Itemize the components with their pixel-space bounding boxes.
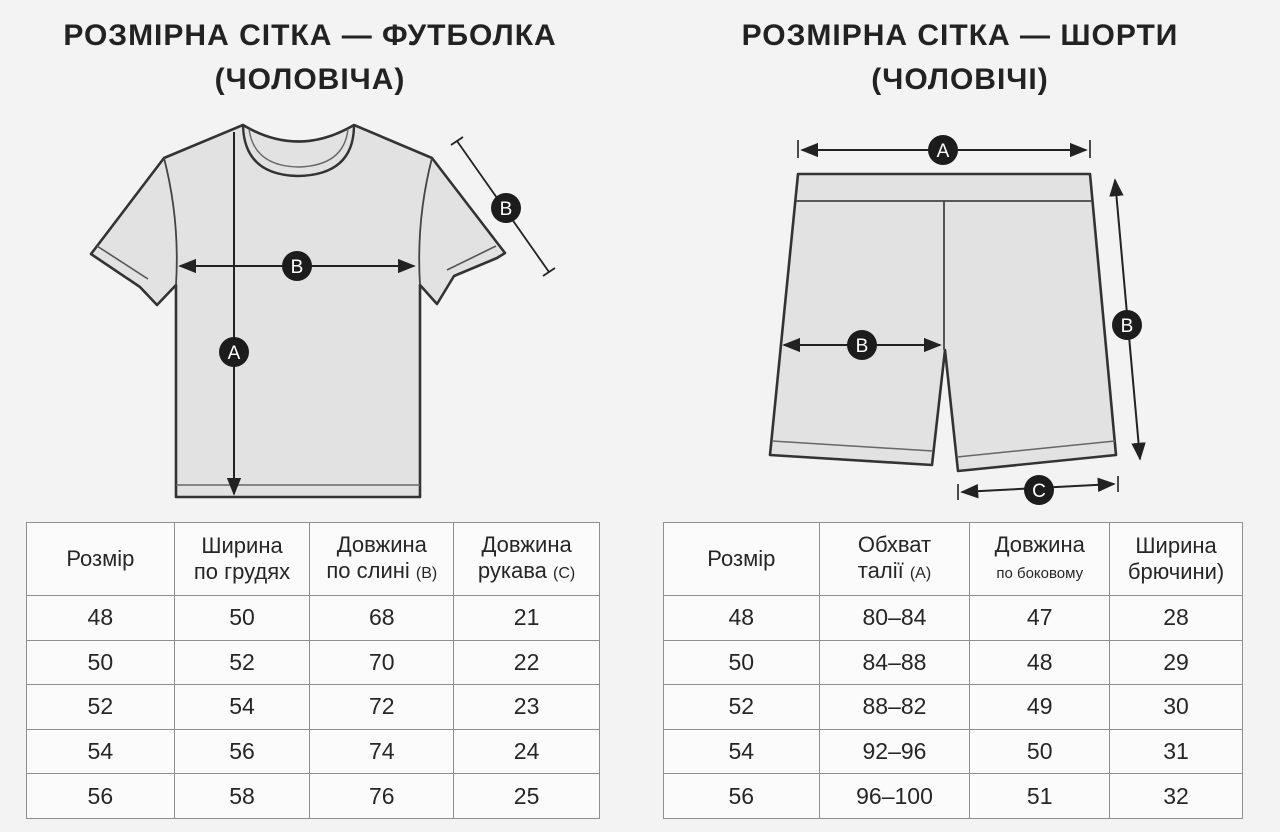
table-cell: 47 — [970, 596, 1110, 641]
shorts-illustration — [770, 135, 1142, 505]
tshirt-marker-length — [219, 337, 249, 367]
table-cell: 30 — [1110, 685, 1243, 730]
svg-text:C: C — [1032, 481, 1046, 502]
table-cell: 80–84 — [819, 596, 970, 641]
shorts-title-line1: РОЗМІРНА СІТКА — ШОРТИ — [741, 19, 1179, 52]
shorts-size-table — [663, 522, 1243, 819]
table-cell: 56 — [27, 774, 175, 819]
shorts-body — [770, 174, 1116, 471]
header-sleeve: Довжина рукава (C) — [454, 523, 600, 596]
table-row — [27, 596, 600, 641]
table-cell: 50 — [664, 640, 820, 685]
table-cell: 32 — [1110, 774, 1243, 819]
svg-text:B: B — [1120, 316, 1134, 337]
table-cell: 88–82 — [819, 685, 970, 730]
table-cell: 48 — [27, 596, 175, 641]
table-cell: 23 — [454, 685, 600, 730]
table-header-row — [27, 523, 600, 596]
table-cell: 84–88 — [819, 640, 970, 685]
shorts-marker-length — [1112, 310, 1142, 340]
table-cell: 56 — [664, 774, 820, 819]
table-row — [664, 774, 1243, 819]
table-cell: 70 — [310, 640, 454, 685]
table-row — [664, 640, 1243, 685]
table-cell: 51 — [970, 774, 1110, 819]
shorts-marker-hem — [1024, 475, 1054, 505]
svg-text:A: A — [227, 343, 241, 364]
svg-text:B: B — [290, 257, 304, 278]
table-row — [664, 729, 1243, 774]
table-cell: 58 — [174, 774, 310, 819]
table-cell: 25 — [454, 774, 600, 819]
table-cell: 52 — [664, 685, 820, 730]
table-cell: 29 — [1110, 640, 1243, 685]
header-chest: Ширина по грудях — [174, 523, 310, 596]
header-waist: Обхват талії (A) — [819, 523, 970, 596]
header-side-length: Довжина по боковому — [970, 523, 1110, 596]
table-cell: 22 — [454, 640, 600, 685]
table-cell: 50 — [970, 729, 1110, 774]
tshirt-illustration — [91, 125, 555, 497]
table-cell: 76 — [310, 774, 454, 819]
table-row — [664, 685, 1243, 730]
header-leg-width: Ширина брючини) — [1110, 523, 1243, 596]
svg-text:A: A — [936, 141, 950, 162]
header-size: Розмір — [664, 523, 820, 596]
svg-text:B: B — [499, 199, 513, 220]
table-cell: 54 — [664, 729, 820, 774]
table-header-row — [664, 523, 1243, 596]
table-cell: 68 — [310, 596, 454, 641]
tshirt-marker-chest — [282, 251, 312, 281]
table-cell: 74 — [310, 729, 454, 774]
table-cell: 52 — [174, 640, 310, 685]
table-cell: 54 — [174, 685, 310, 730]
tshirt-marker-sleeve — [491, 193, 521, 223]
table-cell: 72 — [310, 685, 454, 730]
table-cell: 56 — [174, 729, 310, 774]
table-cell: 21 — [454, 596, 600, 641]
table-cell: 96–100 — [819, 774, 970, 819]
table-row — [27, 640, 600, 685]
table-row — [27, 729, 600, 774]
svg-text:B: B — [855, 336, 869, 357]
header-length: Довжина по слині (B) — [310, 523, 454, 596]
shorts-title-line2: (ЧОЛОВІЧІ) — [871, 63, 1049, 96]
tshirt-body — [91, 125, 505, 497]
table-cell: 54 — [27, 729, 175, 774]
header-size: Розмір — [27, 523, 175, 596]
table-cell: 48 — [664, 596, 820, 641]
table-cell: 49 — [970, 685, 1110, 730]
table-cell: 50 — [174, 596, 310, 641]
table-cell: 50 — [27, 640, 175, 685]
shorts-marker-waist — [928, 135, 958, 165]
tshirt-size-table — [26, 522, 600, 819]
table-cell: 48 — [970, 640, 1110, 685]
table-cell: 28 — [1110, 596, 1243, 641]
table-cell: 31 — [1110, 729, 1243, 774]
tshirt-title-line2: (ЧОЛОВІЧА) — [214, 63, 406, 96]
table-row — [664, 596, 1243, 641]
table-cell: 24 — [454, 729, 600, 774]
shorts-marker-leg-width — [847, 330, 877, 360]
table-row — [27, 774, 600, 819]
tshirt-title-line1: РОЗМІРНА СІТКА — ФУТБОЛКА — [63, 19, 557, 52]
table-row — [27, 685, 600, 730]
table-cell: 52 — [27, 685, 175, 730]
table-cell: 92–96 — [819, 729, 970, 774]
